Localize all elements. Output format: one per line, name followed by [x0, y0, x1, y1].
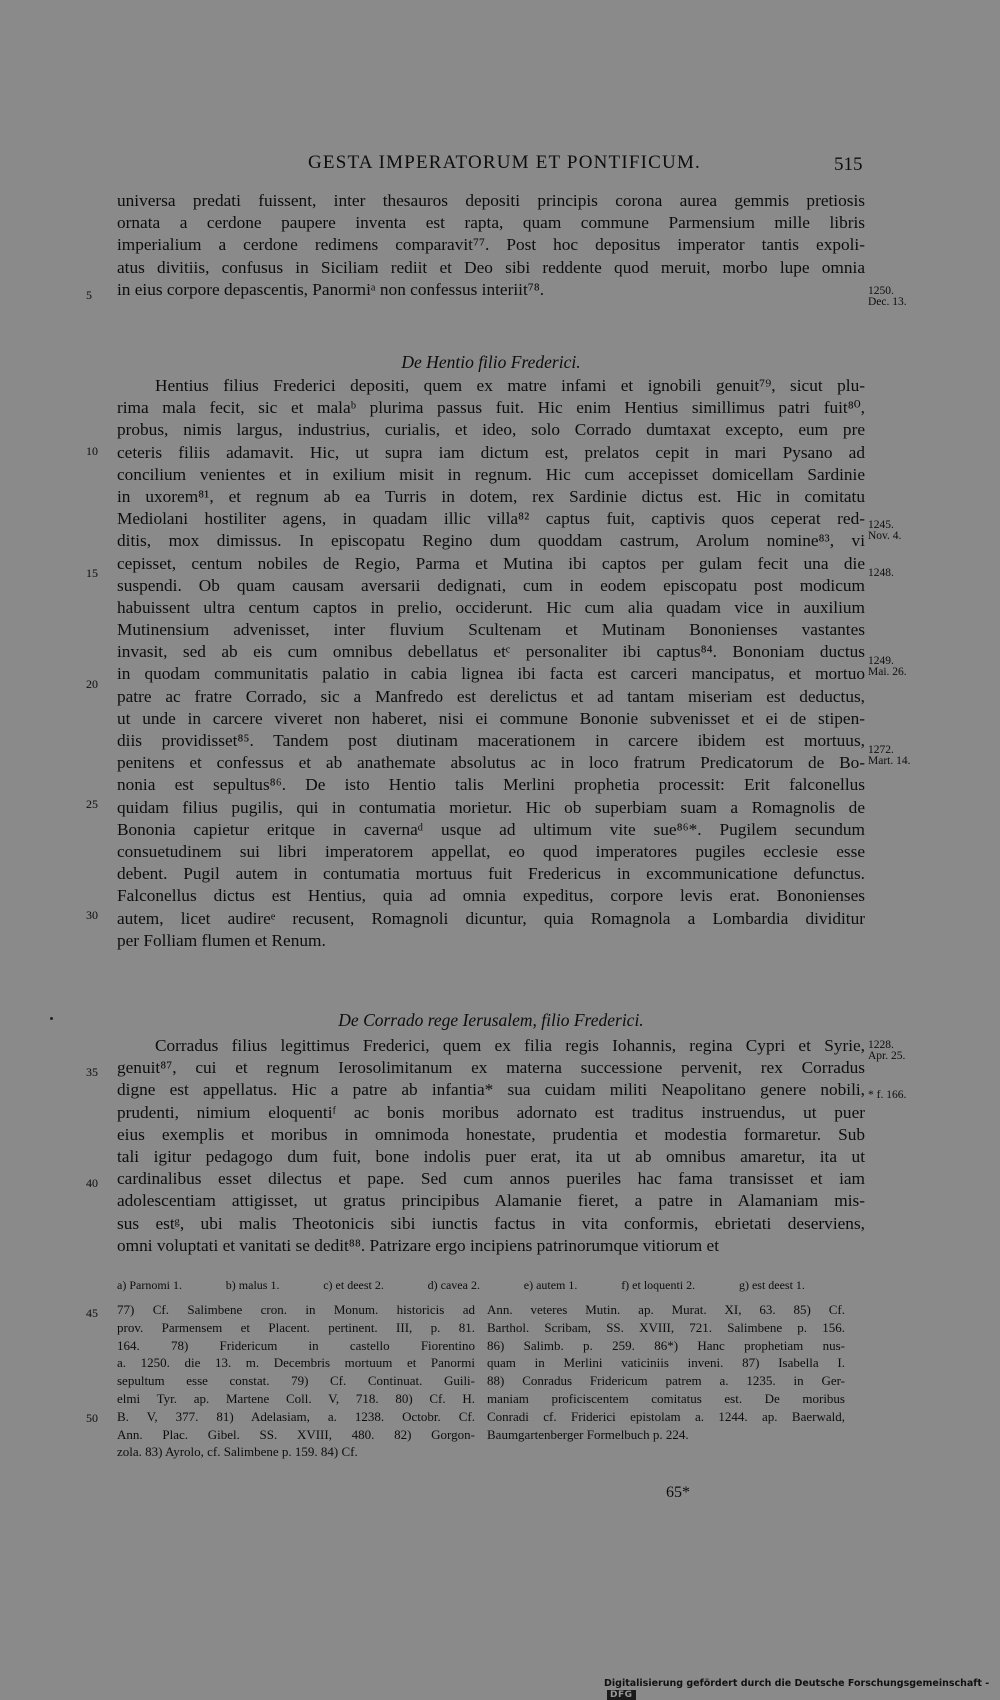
footnotes-right-column: [487, 1301, 845, 1443]
line-number: 5: [86, 288, 92, 302]
footnote-line: sepultum esse constat. 79) Cf. Continuat. Guili-: [117, 1373, 475, 1389]
text-line: penitens et confessus et ab anathemate absolutus ac in loco fratrum Predicatorum de Bo-: [117, 753, 865, 773]
line-number: 10: [86, 444, 98, 458]
text-line: prudenti, nimium eloquentiᶠ ac bonis moribus adornato est traditus instruendus, ut puer: [117, 1102, 865, 1122]
variant-reading: d) cavea 2.: [427, 1278, 480, 1292]
text-line: imperialium a cerdone redimens comparavit⁷⁷. Post hoc depositus imperator tantis expoli-: [117, 235, 865, 255]
text-line: adolescentiam attigisset, ut gratus principibus Alamanie fieret, a patre in Alamaniam mis-: [117, 1191, 865, 1211]
text-line: ornata a cerdone paupere inventa est rapta, quam commune Parmensium mille libris: [117, 213, 865, 233]
text-line: Mediolani hostiliter agens, in quadam illic villa⁸² captus fuit, captivis quos ceperat red-: [117, 509, 865, 529]
footnote-line: elmi Tyr. ap. Martene Coll. V, 718. 80) Cf. H.: [117, 1390, 475, 1406]
dfg-logo: DFG: [607, 1690, 636, 1700]
variant-reading: b) malus 1.: [225, 1278, 280, 1292]
text-line: universa predati fuissent, inter thesauros depositi principis corona aurea gemmis pretiosis: [117, 191, 865, 210]
text-line: ut unde in carcere viveret non haberet, nisi ei commune Bononie subvenisset et ei de stipen-: [117, 708, 865, 728]
text-line: concilium venientes et in exilium misit in regnum. Hic cum accepisset domicellam Sardinie: [117, 464, 865, 484]
page-number: 515: [834, 154, 863, 175]
footnote-line: B. V, 377. 81) Adelasiam, a. 1238. Octobr. Cf.: [117, 1408, 475, 1424]
text-block-corradus: [117, 1035, 865, 1257]
signature-mark: 65*: [666, 1484, 690, 1501]
text-line: diis providisset⁸⁵. Tandem post diutinam macerationem in carcere ibidem est mortuus,: [117, 731, 865, 750]
text-line: Falconellus dictus est Hentius, quia ad omnia expeditus, corpore levis erat. Bononienses: [117, 886, 865, 906]
line-number: 40: [86, 1176, 98, 1190]
text-line: digne est appellatus. Hic a patre ab infantia* sua cuidam militi Neapolitano genere nobili,: [117, 1080, 865, 1100]
text-line: atus divitiis, confusus in Siciliam rediit et Deo sibi reddente quod meruit, morbo lupe omnia: [117, 257, 865, 277]
footnote-line: quam in Merlini vaticiniis inveni. 87) Isabella I.: [487, 1355, 845, 1371]
text-line: consuetudinem sui libri imperatorem appellat, eo quod imperatores pugiles ecclesie esse: [117, 841, 865, 861]
footnote-line: Conradi cf. Friderici epistolam a. 1244. ap. Baerwald,: [487, 1408, 845, 1424]
running-title: GESTA IMPERATORUM ET PONTIFICUM.: [308, 152, 701, 173]
speck-mark: [50, 1017, 53, 1020]
text-line: suspendi. Ob quam causam aversarii dedignati, cum in eodem episcopatu post modicum: [117, 575, 865, 595]
text-block-opening: [117, 190, 865, 301]
margin-date: 1248.: [868, 567, 894, 579]
footnote-line: Barthol. Scribam, SS. XVIII, 721. Salimbene p. 156.: [487, 1319, 845, 1335]
line-number: 35: [86, 1065, 98, 1079]
margin-date: 1228. Apr. 25.: [868, 1039, 906, 1062]
text-line: quidam filius pugilis, qui in contumatia morietur. Hic ob superbiam suam a Romagnolis de: [117, 797, 865, 817]
text-line: patre ac fratre Corrado, sic a Manfredo est derelictus et ad tantam miseriam est deductus,: [117, 686, 865, 706]
variant-reading: c) et deest 2.: [323, 1278, 384, 1292]
margin-date: 1245. Nov. 4.: [868, 519, 902, 542]
section-heading-corradus: De Corrado rege Ierusalem, filio Frederici.: [338, 1010, 644, 1030]
line-number: 15: [86, 566, 98, 580]
text-line: cardinalibus esset dilectus et pape. Sed cum annos pueriles hac fama transisset et iam: [117, 1169, 865, 1189]
text-line: omni voluptati et vanitati se dedit⁸⁸. Patrizare ergo incipiens patrinorumque vitiorum et: [117, 1235, 720, 1255]
footnote-line: Ann. veteres Mutin. ap. Murat. XI, 63. 85) Cf.: [487, 1302, 845, 1317]
text-line: sus estᵍ, ubi malis Theotonicis sibi iunctis factus in vita conformis, ebrietati deserviens,: [117, 1213, 865, 1233]
text-line: cepisset, centum nobiles de Regio, Parma et Mutina ibi captos per gulam fecit una die: [117, 553, 865, 573]
text-line: Hentius filius Frederici depositi, quem ex matre infami et ignobili genuit⁷⁹, sicut plu-: [155, 376, 865, 395]
margin-folio-mark: * f. 166.: [868, 1089, 907, 1101]
text-line: in eius corpore depascentis, Panormiᵃ non confessus interiit⁷⁸.: [117, 279, 545, 299]
section-heading-hentius: De Hentio filio Frederici.: [401, 352, 581, 372]
line-number: 50: [86, 1411, 98, 1425]
text-line: invasit, sed ab eis cum omnibus debellatus etᶜ personaliter ibi captus⁸⁴. Bononiam ductus: [117, 642, 865, 662]
margin-date: 1249. Mai. 26.: [868, 655, 907, 678]
running-head: [0, 152, 1000, 176]
footnote-line: Baumgartenberger Formelbuch p. 224.: [487, 1426, 689, 1442]
text-line: ditis, mox dimissus. In episcopatu Regino dum quoddam castrum, Arolum nomine⁸³, vi: [117, 531, 865, 551]
text-block-hentius: [117, 375, 865, 952]
text-line: eius exemplis et moribus in omnimoda honestate, prudentia et modestia formaretur. Sub: [117, 1124, 865, 1144]
margin-date: 1250. Dec. 13.: [868, 285, 907, 308]
text-line: nonia est sepultus⁸⁶. De isto Hentio talis Merlini prophetia processit: Erit falconellus: [117, 775, 865, 795]
text-line: autem, licet audireᵉ recusent, Romagnoli dicuntur, quia Romagnola a Lombardia dividitur: [117, 908, 865, 928]
margin-date: 1272. Mart. 14.: [868, 744, 911, 767]
footnote-line: 88) Conradus Fridericum patrem a. 1235. in Ger-: [487, 1373, 845, 1389]
text-line: genuit⁸⁷, cui et regnum Ierosolimitanum ex materna successione pervenit, rex Corradus: [117, 1058, 865, 1078]
line-number: 30: [86, 908, 98, 922]
text-line: debent. Pugil autem in contumatia mortuus fuit Fredericus in excommunicatione defunctus.: [117, 864, 865, 884]
footnote-line: Ann. Plac. Gibel. SS. XVIII, 480. 82) Gorgon-: [117, 1426, 475, 1442]
text-line: habuissent ultra centum captos in prelio, occiderunt. Hic cum alia quadam vice in auxilium: [117, 597, 865, 617]
text-line: in uxorem⁸¹, et regnum ab ea Turris in dotem, rex Sardinie dictus est. Hic in comitatu: [117, 486, 865, 506]
footnote-line: maniam proficiscentem comitatus est. De moribus: [487, 1390, 845, 1406]
footnote-line: 86) Salimb. p. 259. 86*) Hanc prophetiam nus-: [487, 1337, 845, 1353]
footnote-line: 77) Cf. Salimbene cron. in Monum. historicis ad: [117, 1302, 475, 1317]
text-line: probus, nimis largus, industrius, curialis, et ideo, solo Corrado dumtaxat excepto, eum pre: [117, 420, 865, 440]
text-line: tali igitur pedagogo dum fuit, bone indolis puer erat, ita ut ab omnibus amaretur, ita ut: [117, 1146, 865, 1166]
footnote-line: zola. 83) Ayrolo, cf. Salimbene p. 159. 84) Cf.: [117, 1444, 358, 1460]
footer-credit-text: Digitalisierung gefördert durch die Deutsche Forschungsgemeinschaft -: [604, 1678, 990, 1689]
footnote-line: 164. 78) Fridericum in castello Fiorentino: [117, 1337, 475, 1353]
variant-reading: g) est deest 1.: [738, 1278, 805, 1292]
footer-credit: [604, 1678, 1000, 1700]
line-number: 25: [86, 797, 98, 811]
text-line: ceteris filiis adamavit. Hic, ut supra iam dictum est, prelatos cepit in mari Pysano ad: [117, 442, 865, 462]
footnote-line: prov. Parmensem et Placent. pertinent. III, p. 81.: [117, 1319, 475, 1335]
variant-reading: f) et loquenti 2.: [621, 1278, 696, 1292]
line-number: 20: [86, 677, 98, 691]
text-line: in quodam communitatis palatio in cabia lignea ibi facta est carceri mancipatus, et mortuo: [117, 664, 865, 684]
text-line: per Folliam flumen et Renum.: [117, 930, 326, 950]
variant-reading: e) autem 1.: [523, 1278, 578, 1292]
footnotes-left-column: [117, 1301, 475, 1461]
variant-readings: [117, 1278, 865, 1293]
text-line: Mutinensium advenisset, inter fluvium Scultenam et Mutinam Bononienses vastantes: [117, 620, 865, 640]
text-line: Corradus filius legittimus Frederici, quem ex filia regis Iohannis, regina Cypri et Syrie,: [155, 1036, 865, 1055]
text-line: Bononia capietur eritque in cavernaᵈ usque ad ultimum vite sue⁸⁶*. Pugilem secundum: [117, 819, 865, 839]
text-line: rima mala fecit, sic et malaᵇ plurima passus fuit. Hic enim Hentius simillimus patri fuit⁸⁰,: [117, 398, 865, 418]
footnote-line: a. 1250. die 13. m. Decembris mortuum et Panormi: [117, 1355, 475, 1371]
line-number: 45: [86, 1306, 98, 1320]
variant-reading: a) Parnomi 1.: [117, 1278, 182, 1292]
